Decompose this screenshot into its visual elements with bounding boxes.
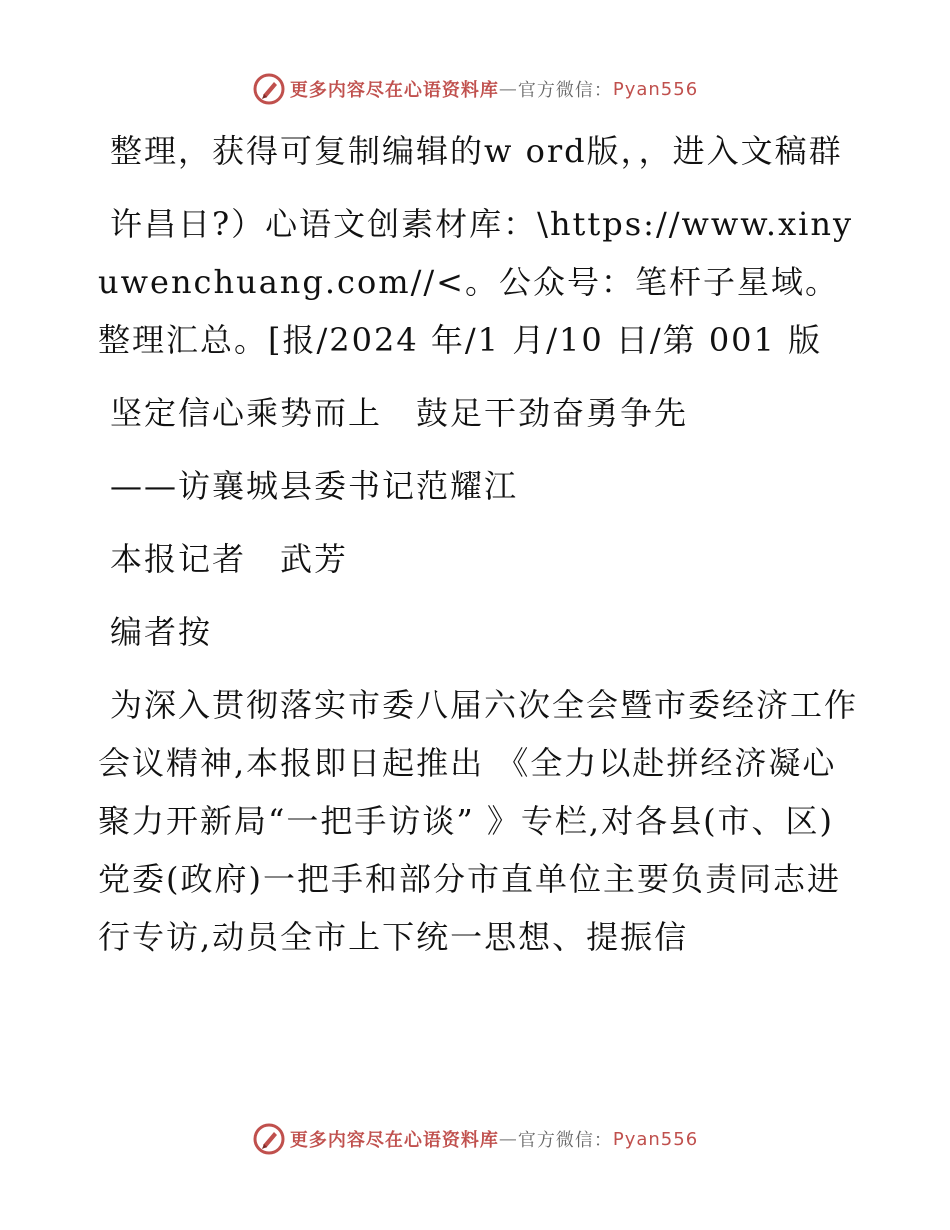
- watermark-wechat-label: 官方微信：: [517, 1130, 613, 1151]
- watermark-wechat-id: Pyan556: [612, 78, 699, 100]
- article-title: 坚定信心乘势而上 鼓足干劲奋勇争先: [110, 394, 689, 432]
- watermark-header: [0, 72, 950, 106]
- pen-seal-icon: [252, 1122, 286, 1156]
- editor-note-body: 为深入贯彻落实市委八届六次全会暨市委经济工作会议精神,本报即日起推出 《全力以赴拼经济凝心聚力开新局“一把手访谈” 》专栏,对各县(市、区)党委(政府)一把手和部分市直单位主要负责同志进行专访,动员全市上下统一思想、提振信: [98, 686, 859, 956]
- pen-seal-icon: [252, 72, 286, 106]
- watermark-separator: —: [498, 1128, 518, 1150]
- watermark-main-text: 更多内容尽在心语资料库: [289, 1130, 499, 1151]
- paragraph-source: 许昌日?）心语文创素材库：\https://www.xinyuwenchuang.com//<。公众号：笔杆子星域。整理汇总。[报/2024 年/1 月/10 日/第 001 版: [98, 205, 854, 359]
- article-byline: 本报记者 武芳: [110, 540, 349, 578]
- editor-note-heading: 编者按: [110, 613, 213, 651]
- watermark-footer: [0, 1122, 950, 1156]
- article-subtitle: ——访襄城县委书记范耀江: [110, 467, 519, 505]
- watermark-wechat-id: Pyan556: [612, 1128, 699, 1150]
- paragraph-intro: 整理，获得可复制编辑的w ord版，，进入文稿群: [110, 132, 843, 170]
- watermark-main-text: 更多内容尽在心语资料库: [289, 80, 499, 101]
- watermark-separator: —: [498, 78, 518, 100]
- watermark-wechat-label: 官方微信：: [517, 80, 613, 101]
- document-body: [98, 122, 858, 966]
